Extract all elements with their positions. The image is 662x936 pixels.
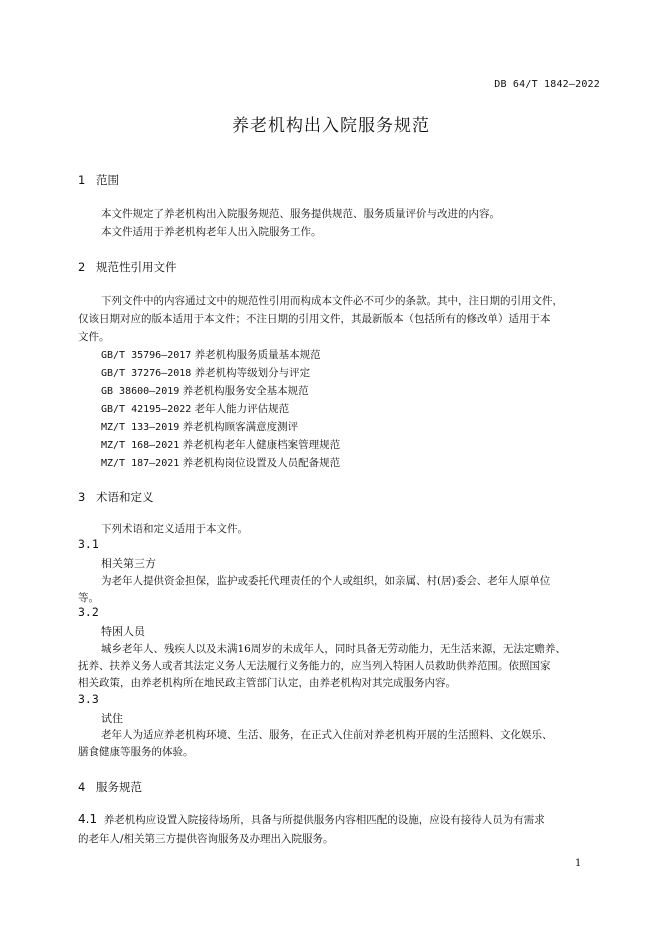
section-4-number: 4 [78, 780, 86, 794]
clause-4-1-line: 的老年人/相关第三方提供咨询服务及办理出入院服务。 [78, 833, 334, 845]
reference-title: 养老机构服务安全基本规范 [182, 385, 309, 397]
section-1-number: 1 [78, 173, 86, 187]
reference-item [101, 365, 310, 380]
term-definition-line: 老年人为适应养老机构环境、生活、服务，在正式入住前对养老机构开展的生活照料、文化娱乐、 [101, 729, 553, 741]
reference-item [101, 419, 298, 434]
section-3-heading [78, 489, 154, 505]
document-title: 养老机构出入院服务规范 [232, 116, 430, 136]
section-1-heading [78, 172, 119, 188]
reference-title: 老年人能力评估规范 [194, 403, 290, 415]
section-3-intro: 下列术语和定义适用于本文件。 [101, 523, 248, 535]
term-definition-line: 相关政策，由养老机构所在地民政主管部门认定，由养老机构对其完成服务内容。 [78, 677, 456, 689]
reference-title: 养老机构老年人健康档案管理规范 [182, 439, 341, 451]
reference-code: GB/T 37276—2018 [101, 368, 192, 379]
clause-text: 养老机构应设置入院接待场所，具备与所提供服务内容相匹配的设施，应设有接待人员为有需求 [103, 814, 545, 826]
standard-code: DB 64/T 1842—2022 [494, 79, 600, 90]
term-number: 3.1 [78, 537, 99, 551]
clause-number: 4.1 [78, 812, 98, 826]
term-number: 3.3 [78, 692, 99, 706]
reference-code: GB 38600—2019 [101, 386, 180, 397]
term-name: 特困人员 [101, 625, 145, 638]
section-3-number: 3 [78, 490, 86, 504]
section-2-intro-line: 仅该日期对应的版本适用于本文件；不注日期的引用文件，其最新版本（包括所有的修改单）适用于本 [78, 313, 551, 325]
section-2-heading [78, 259, 177, 275]
reference-title: 养老机构岗位设置及人员配备规范 [182, 457, 341, 469]
section-2-title: 规范性引用文件 [96, 260, 177, 274]
reference-item [101, 383, 309, 398]
term-definition-line: 膳食健康等服务的体验。 [78, 746, 194, 758]
reference-code: GB/T 35796—2017 [101, 350, 192, 361]
reference-item [101, 347, 321, 362]
section-1-paragraph: 本文件规定了养老机构出入院服务规范、服务提供规范、服务质量评价与改进的内容。 [101, 208, 500, 220]
reference-title: 养老机构等级划分与评定 [194, 367, 311, 379]
term-definition-line: 城乡老年人、残疾人以及未满16周岁的未成年人，同时具备无劳动能力，无生活来源，无法定赡养、 [101, 643, 566, 655]
section-2-intro-line: 下列文件中的内容通过文中的规范性引用而构成本文件必不可少的条款。其中，注日期的引用文件， [101, 295, 563, 307]
section-1-paragraph: 本文件适用于养老机构老年人出入院服务工作。 [101, 226, 322, 238]
section-2-intro-line: 文件。 [78, 331, 110, 343]
term-number: 3.2 [78, 605, 99, 619]
reference-item [101, 401, 289, 416]
term-definition-line: 抚养、扶养义务人或者其法定义务人无法履行义务能力的，应当列入特困人员救助供养范围。依照国家 [78, 660, 551, 672]
term-definition-line: 为老年人提供资金担保，监护或委托代理责任的个人或组织，如亲属、村(居)委会、老年人原单位 [101, 575, 551, 587]
term-name: 试住 [101, 712, 123, 725]
section-3-title: 术语和定义 [96, 490, 154, 504]
reference-title: 养老机构服务质量基本规范 [194, 349, 321, 361]
section-4-heading [78, 779, 142, 795]
reference-code: MZ/T 168—2021 [101, 440, 180, 451]
reference-title: 养老机构顾客满意度测评 [182, 421, 299, 433]
section-4-title: 服务规范 [96, 780, 142, 794]
clause-4-1-line [78, 812, 545, 827]
page-number: 1 [575, 858, 582, 869]
reference-item [101, 437, 340, 452]
section-2-number: 2 [78, 260, 86, 274]
term-definition-line: 等。 [78, 592, 99, 604]
reference-code: MZ/T 133—2019 [101, 422, 180, 433]
reference-code: MZ/T 187—2021 [101, 458, 180, 469]
section-1-title: 范围 [96, 173, 119, 187]
term-name: 相关第三方 [101, 557, 156, 570]
reference-code: GB/T 42195—2022 [101, 404, 192, 415]
reference-item [101, 455, 340, 470]
